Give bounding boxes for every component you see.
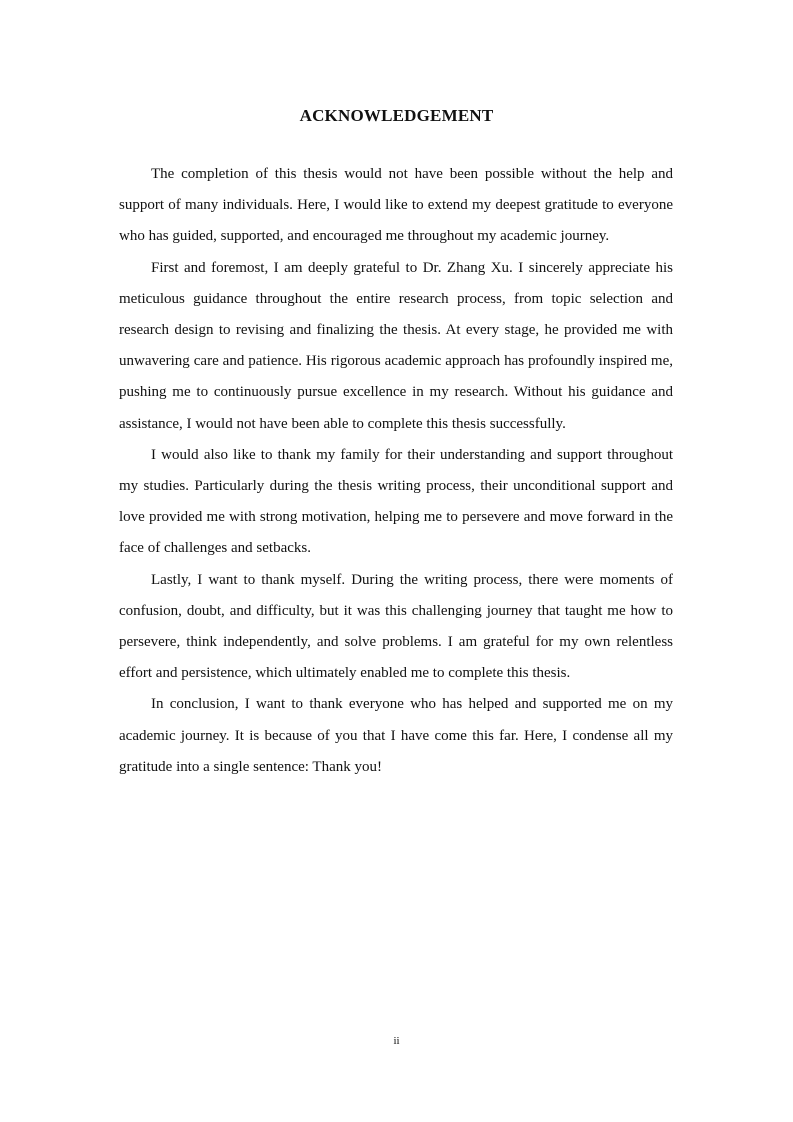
paragraph-intro: The completion of this thesis would not have been possible without the help and support of many individuals. Here, I would like to extend my deepest gratitude to everyone who has guided, supported, and encouraged me throughout my academic journey. (119, 166, 673, 245)
acknowledgement-body (119, 159, 673, 783)
paragraph-supervisor: First and foremost, I am deeply grateful to Dr. Zhang Xu. I sincerely appreciate his meticulous guidance throughout the entire research process, from topic selection and research design to revising and finalizing the thesis. At every stage, he provided me with unwavering care and patience. His rigorous academic approach has profoundly inspired me, pushing me to continuously pursue excellence in my research. Without his guidance and assistance, I would not have been able to complete this thesis successfully. (119, 259, 673, 432)
page-title: ACKNOWLEDGEMENT (299, 106, 494, 125)
paragraph-self: Lastly, I want to thank myself. During the writing process, there were moments of confusion, doubt, and difficulty, but it was this challenging journey that taught me how to persevere, think independently, and solve problems. I am grateful for my own relentless effort and persistence, which ultimately enabled me to complete this thesis. (119, 571, 673, 682)
paragraph-conclusion: In conclusion, I want to thank everyone who has helped and supported me on my academic journey. It is because of you that I have come this far. Here, I condense all my gratitude into a single sentence: Thank you! (119, 696, 673, 775)
paragraph-family: I would also like to thank my family for their understanding and support throughout my studies. Particularly during the thesis writing process, their unconditional support and love provided me with strong motivation, helping me to persevere and move forward in the face of challenges and setbacks. (119, 446, 673, 557)
page-number: ii (393, 1035, 400, 1047)
